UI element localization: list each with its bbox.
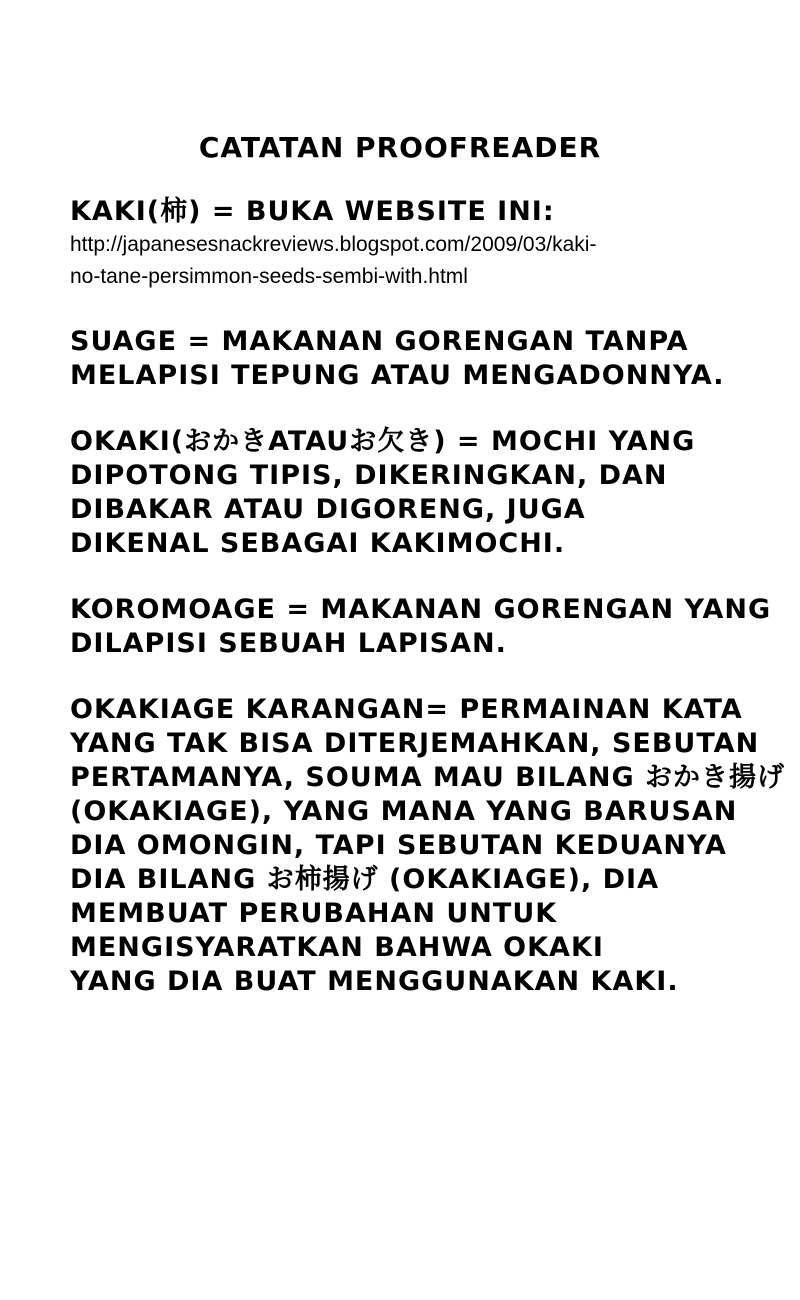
note-koromoage-line: KOROMOAGE = MAKANAN GORENGAN YANG (70, 594, 772, 625)
note-kaki-heading: KAKI(柿) = BUKA WEBSITE INI: (70, 196, 555, 227)
note-koromoage-line: DILAPISI SEBUAH LAPISAN. (70, 628, 507, 659)
note-suage-line: SUAGE = MAKANAN GORENGAN TANPA (70, 326, 689, 357)
note-okakiage-line: MEMBUAT PERUBAHAN UNTUK (70, 898, 558, 929)
note-okakiage-line: YANG TAK BISA DITERJEMAHKAN, SEBUTAN (70, 728, 760, 759)
note-okaki (70, 425, 750, 561)
note-kaki-url-line-1: http://japanesesnackreviews.blogspot.com/2009/03/kaki- (70, 233, 597, 256)
notes-content (70, 195, 786, 999)
page-title: CATATAN PROOFREADER (198, 131, 602, 164)
note-okakiage-line: YANG DIA BUAT MENGGUNAKAN KAKI. (70, 966, 679, 997)
note-spacer (70, 393, 750, 425)
note-suage (70, 325, 750, 393)
note-okakiage-line: MENGISYARATKAN BAHWA OKAKI (70, 932, 604, 963)
note-okakiage-line: PERTAMANYA, SOUMA MAU BILANG おかき揚げ (70, 762, 786, 793)
note-okakiage-line: OKAKIAGE KARANGAN= PERMAINAN KATA (70, 694, 743, 725)
note-koromoage (70, 593, 772, 661)
note-okakiage (70, 693, 786, 999)
note-suage-line: MELAPISI TEPUNG ATAU MENGADONNYA. (70, 360, 725, 391)
note-spacer (70, 561, 750, 593)
note-kaki-url-line-2: no-tane-persimmon-seeds-sembi-with.html (70, 265, 468, 288)
note-okaki-line: DIKENAL SEBAGAI KAKIMOCHI. (70, 528, 566, 559)
note-okakiage-line: (OKAKIAGE), YANG MANA YANG BARUSAN (70, 796, 738, 827)
note-kaki (70, 195, 750, 293)
note-okaki-line: DIBAKAR ATAU DIGORENG, JUGA (70, 494, 586, 525)
note-okakiage-line: DIA BILANG お柿揚げ (OKAKIAGE), DIA (70, 864, 659, 895)
note-spacer (70, 661, 750, 693)
note-okaki-line: OKAKI(おかきATAUお欠き) = MOCHI YANG (70, 426, 696, 457)
note-spacer (70, 293, 750, 325)
note-okakiage-line: DIA OMONGIN, TAPI SEBUTAN KEDUANYA (70, 830, 727, 861)
note-okaki-line: DIPOTONG TIPIS, DIKERINGKAN, DAN (70, 460, 668, 491)
